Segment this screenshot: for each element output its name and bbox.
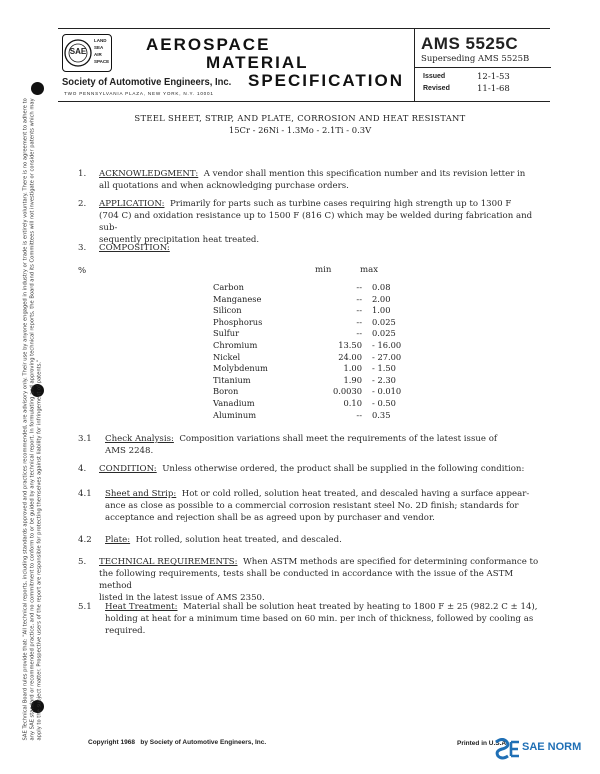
composition-max: - 0.50 — [372, 397, 396, 408]
section-1-line-2: all quotations and when acknowledging purchase orders. — [99, 181, 349, 191]
section-5-line-3: listed in the latest issue of AMS 2350. — [99, 593, 265, 603]
org-address: TWO PENNSYLVANIA PLAZA, NEW YORK, N.Y. 10001 — [64, 91, 214, 96]
doc-title-line-1: STEEL SHEET, STRIP, AND PLATE, CORROSION AND HEAT RESISTANT — [134, 113, 466, 123]
section-2-number: 2. — [78, 199, 87, 209]
section-5-1-line-2: holding at heat for a minimum time based on 60 min. per inch of thickness, followed by cooling as — [105, 614, 534, 624]
composition-table — [213, 282, 430, 421]
composition-row — [213, 375, 430, 387]
section-2-line-2: (704 C) and oxidation resistance up to 1500 F (816 C) which may be welded during fabrication and sub- — [99, 211, 533, 233]
section-4-1-line-1: Hot or cold rolled, solution heat treated, and descaled having a surface appear- — [181, 489, 530, 499]
composition-element: Nickel — [213, 351, 241, 362]
issued-date: 12-1-53 — [477, 72, 510, 82]
composition-max: - 27.00 — [372, 351, 402, 362]
composition-max: - 2.30 — [372, 374, 396, 385]
composition-units: % — [78, 266, 87, 276]
composition-min: 1.00 — [343, 363, 362, 374]
section-5-1-line-3: required. — [105, 626, 146, 636]
revised-date: 11-1-68 — [477, 84, 510, 94]
header — [58, 28, 550, 102]
section-2 — [78, 198, 548, 246]
side-disclaimer: SAE Technical Board rules provide that: "All technical reports, including standards approved and practices recommended, are advisory only. Their use by anyone engaged in industry or trade is entirely voluntary. There is no agreement to adhere to any SAE standard or recommended practice, and no commitment to conform to or be guided by any technical report. In formulating and approving technical reports, the Board and its Committees will not investigate or consider patents which may apply to the subject matter. Prospective users of the report are responsible for protecting themselves against liability for infringement of patents." — [22, 98, 43, 741]
composition-element: Boron — [213, 386, 239, 397]
section-1-number: 1. — [78, 169, 87, 179]
section-4-1-title: Sheet and Strip: — [105, 489, 177, 499]
section-4-1-line-3: acceptance and rejection shall be as agreed upon by purchaser and vendor. — [105, 513, 435, 523]
composition-row — [213, 398, 430, 410]
spec-number: AMS 5525C — [421, 34, 519, 53]
composition-element: Manganese — [213, 293, 262, 304]
section-3-1-line-1: Composition variations shall meet the requirements of the latest issue of — [179, 434, 498, 444]
section-4-2-number: 4.2 — [78, 535, 92, 545]
watermark-logo — [493, 737, 597, 763]
spec-box — [414, 29, 551, 101]
composition-element: Carbon — [213, 282, 244, 292]
section-3-number: 3. — [78, 243, 87, 253]
section-5-1-number: 5.1 — [78, 602, 92, 612]
revised-label: Revised — [423, 85, 450, 92]
title-aerospace: AEROSPACE — [146, 35, 271, 54]
composition-row — [213, 317, 430, 329]
section-4-2-title: Plate: — [105, 535, 131, 545]
section-4-1-number: 4.1 — [78, 489, 92, 499]
composition-row — [213, 410, 430, 422]
section-5-title: TECHNICAL REQUIREMENTS: — [99, 557, 238, 567]
composition-row — [213, 305, 430, 317]
composition-min-header: min — [315, 265, 332, 275]
composition-element: Sulfur — [213, 328, 240, 339]
composition-element: Aluminum — [213, 409, 257, 420]
doc-title-line-2: 15Cr - 26Ni - 1.3Mo - 2.1Ti - 0.3V — [228, 125, 372, 135]
section-4-1 — [78, 488, 548, 524]
composition-min: -- — [356, 328, 362, 339]
composition-min: -- — [356, 409, 362, 420]
composition-max: 2.00 — [372, 293, 391, 304]
section-2-line-1: Primarily for parts such as turbine cases requiring high strength up to 1300 F — [169, 199, 512, 209]
copyright-owner: by Society of Automotive Engineers, Inc. — [140, 739, 267, 746]
composition-min: 0.0030 — [332, 386, 362, 397]
sae-logo — [62, 34, 112, 72]
watermark-text: SAE NORM — [522, 741, 582, 753]
composition-min: 13.50 — [338, 339, 362, 350]
org-name: Society of Automotive Engineers, Inc. — [62, 76, 232, 88]
composition-row — [213, 386, 430, 398]
composition-element: Titanium — [213, 374, 251, 385]
sae-logo-text: SAE — [69, 47, 87, 56]
section-5-number: 5. — [78, 557, 87, 567]
issued-label: Issued — [423, 73, 446, 80]
sae-logo-line-3: AIR — [94, 52, 102, 57]
composition-min: 1.90 — [343, 374, 362, 385]
section-1-line-1: A vendor shall mention this specification number and its revision letter in — [203, 169, 526, 179]
composition-max: 0.025 — [372, 316, 396, 327]
composition-element: Chromium — [213, 339, 258, 350]
section-5-line-2: the following requirements, tests shall be conducted in accordance with the issue of the ASTM method — [99, 569, 514, 591]
printed-in: Printed in U.S.A. — [457, 740, 508, 747]
section-1-title: ACKNOWLEDGMENT: — [99, 169, 199, 179]
composition-max: 0.08 — [372, 282, 391, 292]
composition-max: - 0.010 — [372, 386, 402, 397]
section-2-line-3: sequently precipitation heat treated. — [99, 235, 260, 245]
section-3-title: COMPOSITION: — [99, 243, 170, 253]
sae-logo-line-1: LAND — [94, 38, 107, 43]
section-5-1-line-1: Material shall be solution heat treated by heating to 1800 F ± 25 (982.2 C ± 14), — [182, 602, 538, 612]
section-5-line-1: When ASTM methods are specified for determining conformance to — [242, 557, 539, 567]
sae-norm-icon — [493, 738, 521, 760]
section-5 — [78, 556, 548, 604]
section-3-1-line-2: AMS 2248. — [105, 446, 154, 456]
superseding-note: Superseding AMS 5525B — [421, 54, 530, 64]
composition-min: -- — [356, 282, 362, 292]
composition-max: 1.00 — [372, 305, 391, 316]
section-5-1-title: Heat Treatment: — [105, 602, 178, 612]
section-4-title: CONDITION: — [99, 464, 157, 474]
composition-row — [213, 352, 430, 364]
section-3-1 — [78, 433, 548, 457]
section-4-2 — [78, 534, 548, 546]
composition-min: -- — [356, 305, 362, 316]
section-1 — [78, 168, 548, 192]
composition-max: 0.025 — [372, 328, 396, 339]
composition-row — [213, 328, 430, 340]
composition-element: Silicon — [213, 305, 242, 316]
section-5-1 — [78, 601, 548, 637]
composition-max: 0.35 — [372, 409, 391, 420]
composition-row — [213, 282, 430, 294]
composition-min: 0.10 — [343, 397, 362, 408]
composition-row — [213, 294, 430, 306]
section-4-line-1: Unless otherwise ordered, the product shall be supplied in the following condition: — [162, 464, 525, 474]
section-2-title: APPLICATION: — [99, 199, 165, 209]
copyright-year: Copyright 1968 — [88, 739, 135, 746]
composition-max: - 1.50 — [372, 363, 396, 374]
composition-row — [213, 340, 430, 352]
section-4 — [78, 463, 548, 475]
title-material: MATERIAL — [206, 53, 309, 72]
section-4-1-line-2: ance as close as possible to a commercial corrosion resistant steel No. 2D finish; standards for — [105, 501, 519, 511]
composition-row — [213, 363, 430, 375]
sae-logo-line-2: SEA — [94, 45, 104, 50]
composition-min: 24.00 — [338, 351, 362, 362]
composition-max-header: max — [360, 265, 379, 275]
composition-element: Molybdenum — [213, 363, 268, 374]
title-specification: SPECIFICATION — [248, 71, 405, 90]
section-3 — [78, 242, 548, 254]
section-4-number: 4. — [78, 464, 87, 474]
footer-copyright — [88, 739, 266, 746]
composition-min: -- — [356, 293, 362, 304]
composition-max: - 16.00 — [372, 339, 402, 350]
composition-element: Phosphorus — [213, 316, 263, 327]
section-3-1-number: 3.1 — [78, 434, 92, 444]
sae-logo-line-4: SPACE — [94, 59, 110, 64]
spec-divider — [415, 67, 551, 68]
section-3-1-title: Check Analysis: — [105, 434, 174, 444]
composition-min: -- — [356, 316, 362, 327]
section-4-2-line-1: Hot rolled, solution heat treated, and descaled. — [135, 535, 342, 545]
composition-element: Vanadium — [213, 397, 255, 408]
